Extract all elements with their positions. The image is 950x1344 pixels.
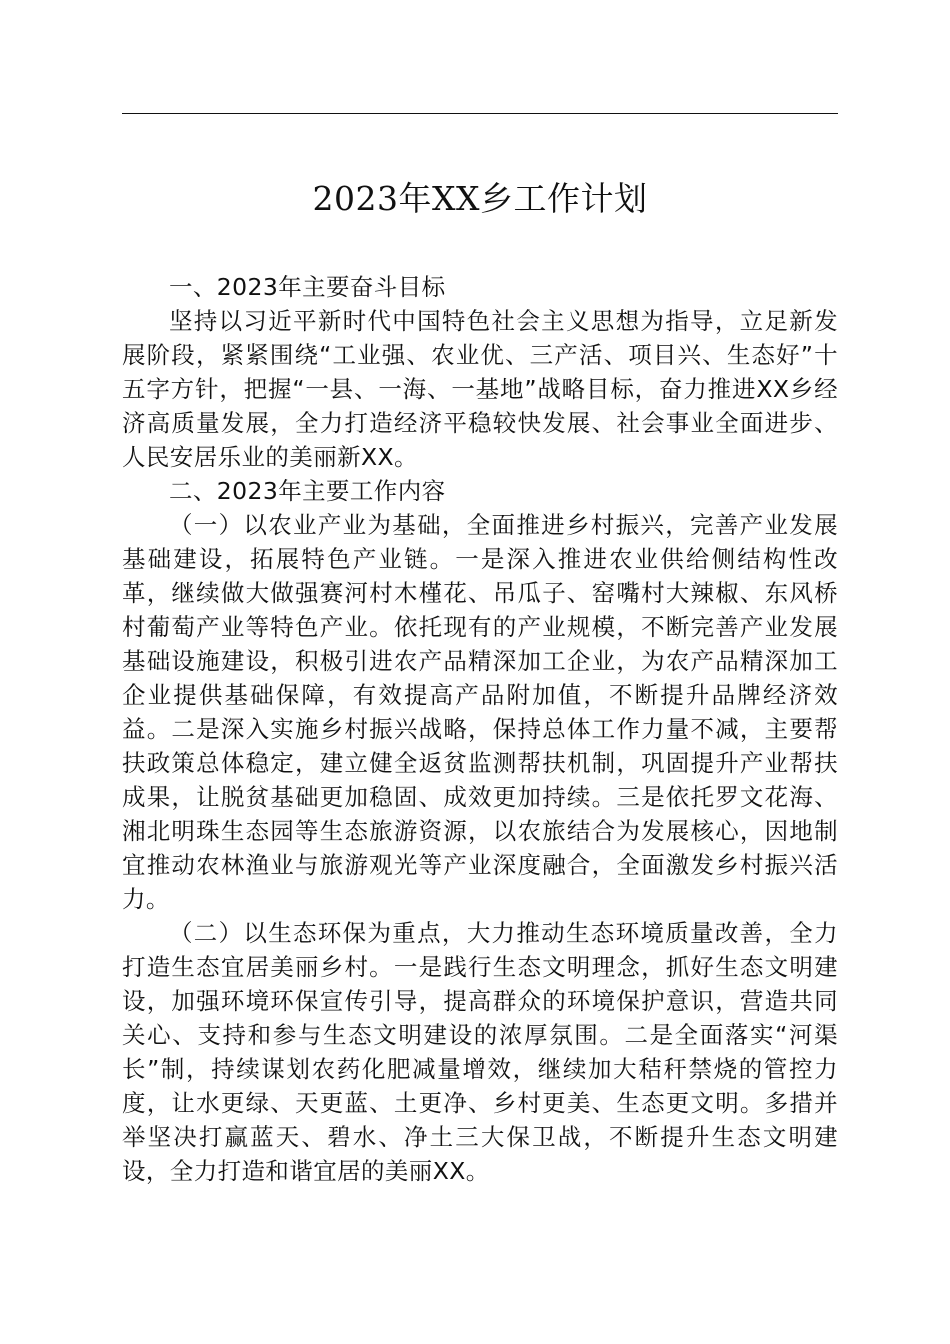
document-title: 2023年XX乡工作计划	[312, 179, 648, 218]
header-rule	[122, 113, 838, 114]
section-heading-goals: 一、2023年主要奋斗目标	[169, 273, 446, 301]
paragraph-ecology: （二）以生态环保为重点，大力推动生态环境质量改善，全力打造生态宜居美丽乡村。一是践行生态文明理念，抓好生态文明建设，加强环境环保宣传引导，提高群众的环境保护意识，营造共同关心、支持和参与生态文明建设的浓厚氛围。二是全面落实“河渠长”制，持续谋划农药化肥减量增效，继续加大秸秆禁烧的管控力度，让水更绿、天更蓝、土更净、乡村更美、生态更文明。多措并举坚决打赢蓝天、碧水、净土三大保卫战，不断提升生态文明建设，全力打造和谐宜居的美丽XX。	[122, 919, 838, 1185]
paragraph-agriculture: （一）以农业产业为基础，全面推进乡村振兴，完善产业发展基础建设，拓展特色产业链。一是深入推进农业供给侧结构性改革，继续做大做强赛河村木槿花、吊瓜子、窑嘴村大辣椒、东风桥村葡萄产业等特色产业。依托现有的产业规模，不断完善产业发展基础设施建设，积极引进农产品精深加工企业，为农产品精深加工企业提供基础保障，有效提高产品附加值，不断提升品牌经济效益。二是深入实施乡村振兴战略，保持总体工作力量不减，主要帮扶政策总体稳定，建立健全返贫监测帮扶机制，巩固提升产业帮扶成果，让脱贫基础更加稳固、成效更加持续。三是依托罗文花海、湘北明珠生态园等生态旅游资源，以农旅结合为发展核心，因地制宜推动农林渔业与旅游观光等产业深度融合，全面激发乡村振兴活力。	[122, 511, 838, 913]
paragraph-goals: 坚持以习近平新时代中国特色社会主义思想为指导，立足新发展阶段，紧紧围绕“工业强、农业优、三产活、项目兴、生态好”十五字方针，把握“一县、一海、一基地”战略目标，奋力推进XX乡经济高质量发展，全力打造经济平稳较快发展、社会事业全面进步、人民安居乐业的美丽新XX。	[122, 307, 838, 471]
section-heading-work: 二、2023年主要工作内容	[169, 477, 446, 505]
document-body	[122, 270, 838, 1188]
